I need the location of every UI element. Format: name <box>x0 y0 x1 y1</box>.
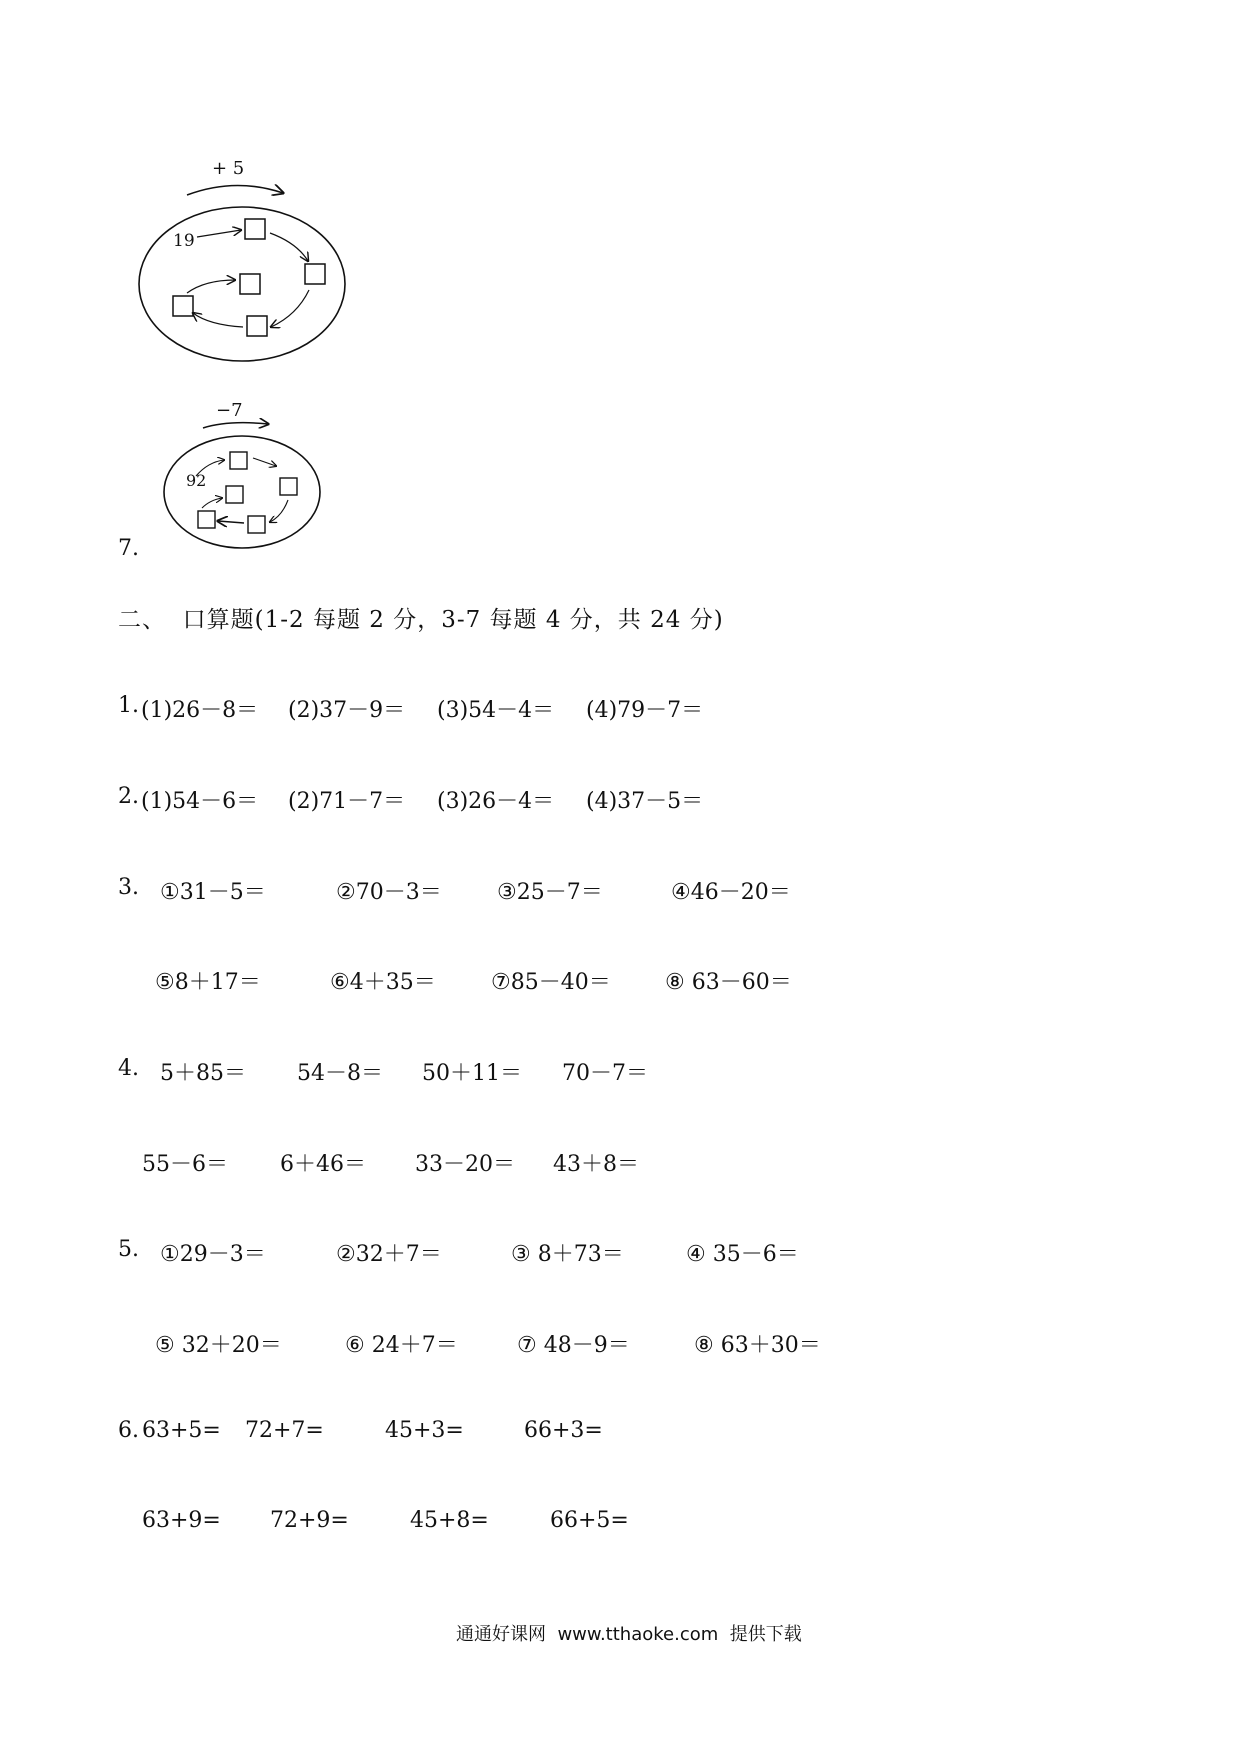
equation: ⑦ 48－9＝ <box>517 1333 630 1358</box>
number-cycle-diagram-minus <box>158 410 338 560</box>
equation: ⑤ 32＋20＝ <box>155 1333 282 1358</box>
answer-box <box>245 219 265 239</box>
diagram1-start-value: 19 <box>173 231 195 251</box>
diagram1-op-label: + 5 <box>212 158 245 179</box>
answer-box <box>247 316 267 336</box>
equation: 66+5= <box>550 1508 629 1533</box>
diagram2-start-value: 92 <box>186 471 207 490</box>
question-number: 4. <box>118 1056 139 1081</box>
answer-box <box>198 511 215 528</box>
equation: (3)26－4＝ <box>437 789 555 814</box>
equation: ④46－20＝ <box>671 880 791 905</box>
equation: (1)26－8＝ <box>141 698 259 723</box>
equation: ③ 8＋73＝ <box>511 1242 624 1267</box>
number-cycle-diagram-plus <box>125 155 365 365</box>
equation: 66+3= <box>524 1418 603 1443</box>
question-number: 1. <box>118 693 139 718</box>
answer-box <box>280 478 297 495</box>
equation: 72+9= <box>270 1508 349 1533</box>
answer-box <box>240 274 260 294</box>
equation: (2)37－9＝ <box>288 698 406 723</box>
question-number: 2. <box>118 784 139 809</box>
equation: 63+5= <box>142 1418 221 1443</box>
equation: ④ 35－6＝ <box>686 1242 799 1267</box>
equation: ①31－5＝ <box>160 880 266 905</box>
equation: 45+3= <box>385 1418 464 1443</box>
question-number: 6. <box>118 1418 139 1443</box>
equation: 43＋8＝ <box>553 1152 639 1177</box>
equation: ⑧ 63－60＝ <box>665 970 792 995</box>
section-heading: 二、 口算题(1-2 每题 2 分，3-7 每题 4 分，共 24 分) <box>118 607 724 633</box>
equation: (4)37－5＝ <box>586 789 704 814</box>
answer-box <box>226 486 243 503</box>
equation: (4)79－7＝ <box>586 698 704 723</box>
top-arc-arrow <box>203 423 268 428</box>
equation: 70－7＝ <box>562 1061 648 1086</box>
equation: ⑥4＋35＝ <box>330 970 436 995</box>
equation: ⑧ 63＋30＝ <box>694 1333 821 1358</box>
equation: 55－6＝ <box>142 1152 228 1177</box>
equation: 72+7= <box>245 1418 324 1443</box>
equation: ③25－7＝ <box>497 880 603 905</box>
answer-box <box>230 452 247 469</box>
footer-text: 通通好课网 www.tthaoke.com 提供下载 <box>456 1624 802 1645</box>
equation: 63+9= <box>142 1508 221 1533</box>
question-number: 3. <box>118 875 139 900</box>
answer-box <box>173 296 193 316</box>
equation: ⑦85－40＝ <box>491 970 611 995</box>
equation: ⑥ 24＋7＝ <box>345 1333 458 1358</box>
equation: 5＋85＝ <box>160 1061 246 1086</box>
equation: ②32＋7＝ <box>336 1242 442 1267</box>
equation: (2)71－7＝ <box>288 789 406 814</box>
answer-box <box>305 264 325 284</box>
equation: ①29－3＝ <box>160 1242 266 1267</box>
diagram2-op-label: −7 <box>216 400 243 421</box>
equation: 33－20＝ <box>415 1152 515 1177</box>
answer-box <box>248 516 265 533</box>
equation: (3)54－4＝ <box>437 698 555 723</box>
question-7-label: 7. <box>118 536 139 561</box>
equation: ⑤8＋17＝ <box>155 970 261 995</box>
equation: 6＋46＝ <box>280 1152 366 1177</box>
equation: 50＋11＝ <box>422 1061 522 1086</box>
question-number: 5. <box>118 1237 139 1262</box>
equation: 54－8＝ <box>297 1061 383 1086</box>
equation: (1)54－6＝ <box>141 789 259 814</box>
top-arc-arrow <box>187 185 283 195</box>
equation: ②70－3＝ <box>336 880 442 905</box>
equation: 45+8= <box>410 1508 489 1533</box>
